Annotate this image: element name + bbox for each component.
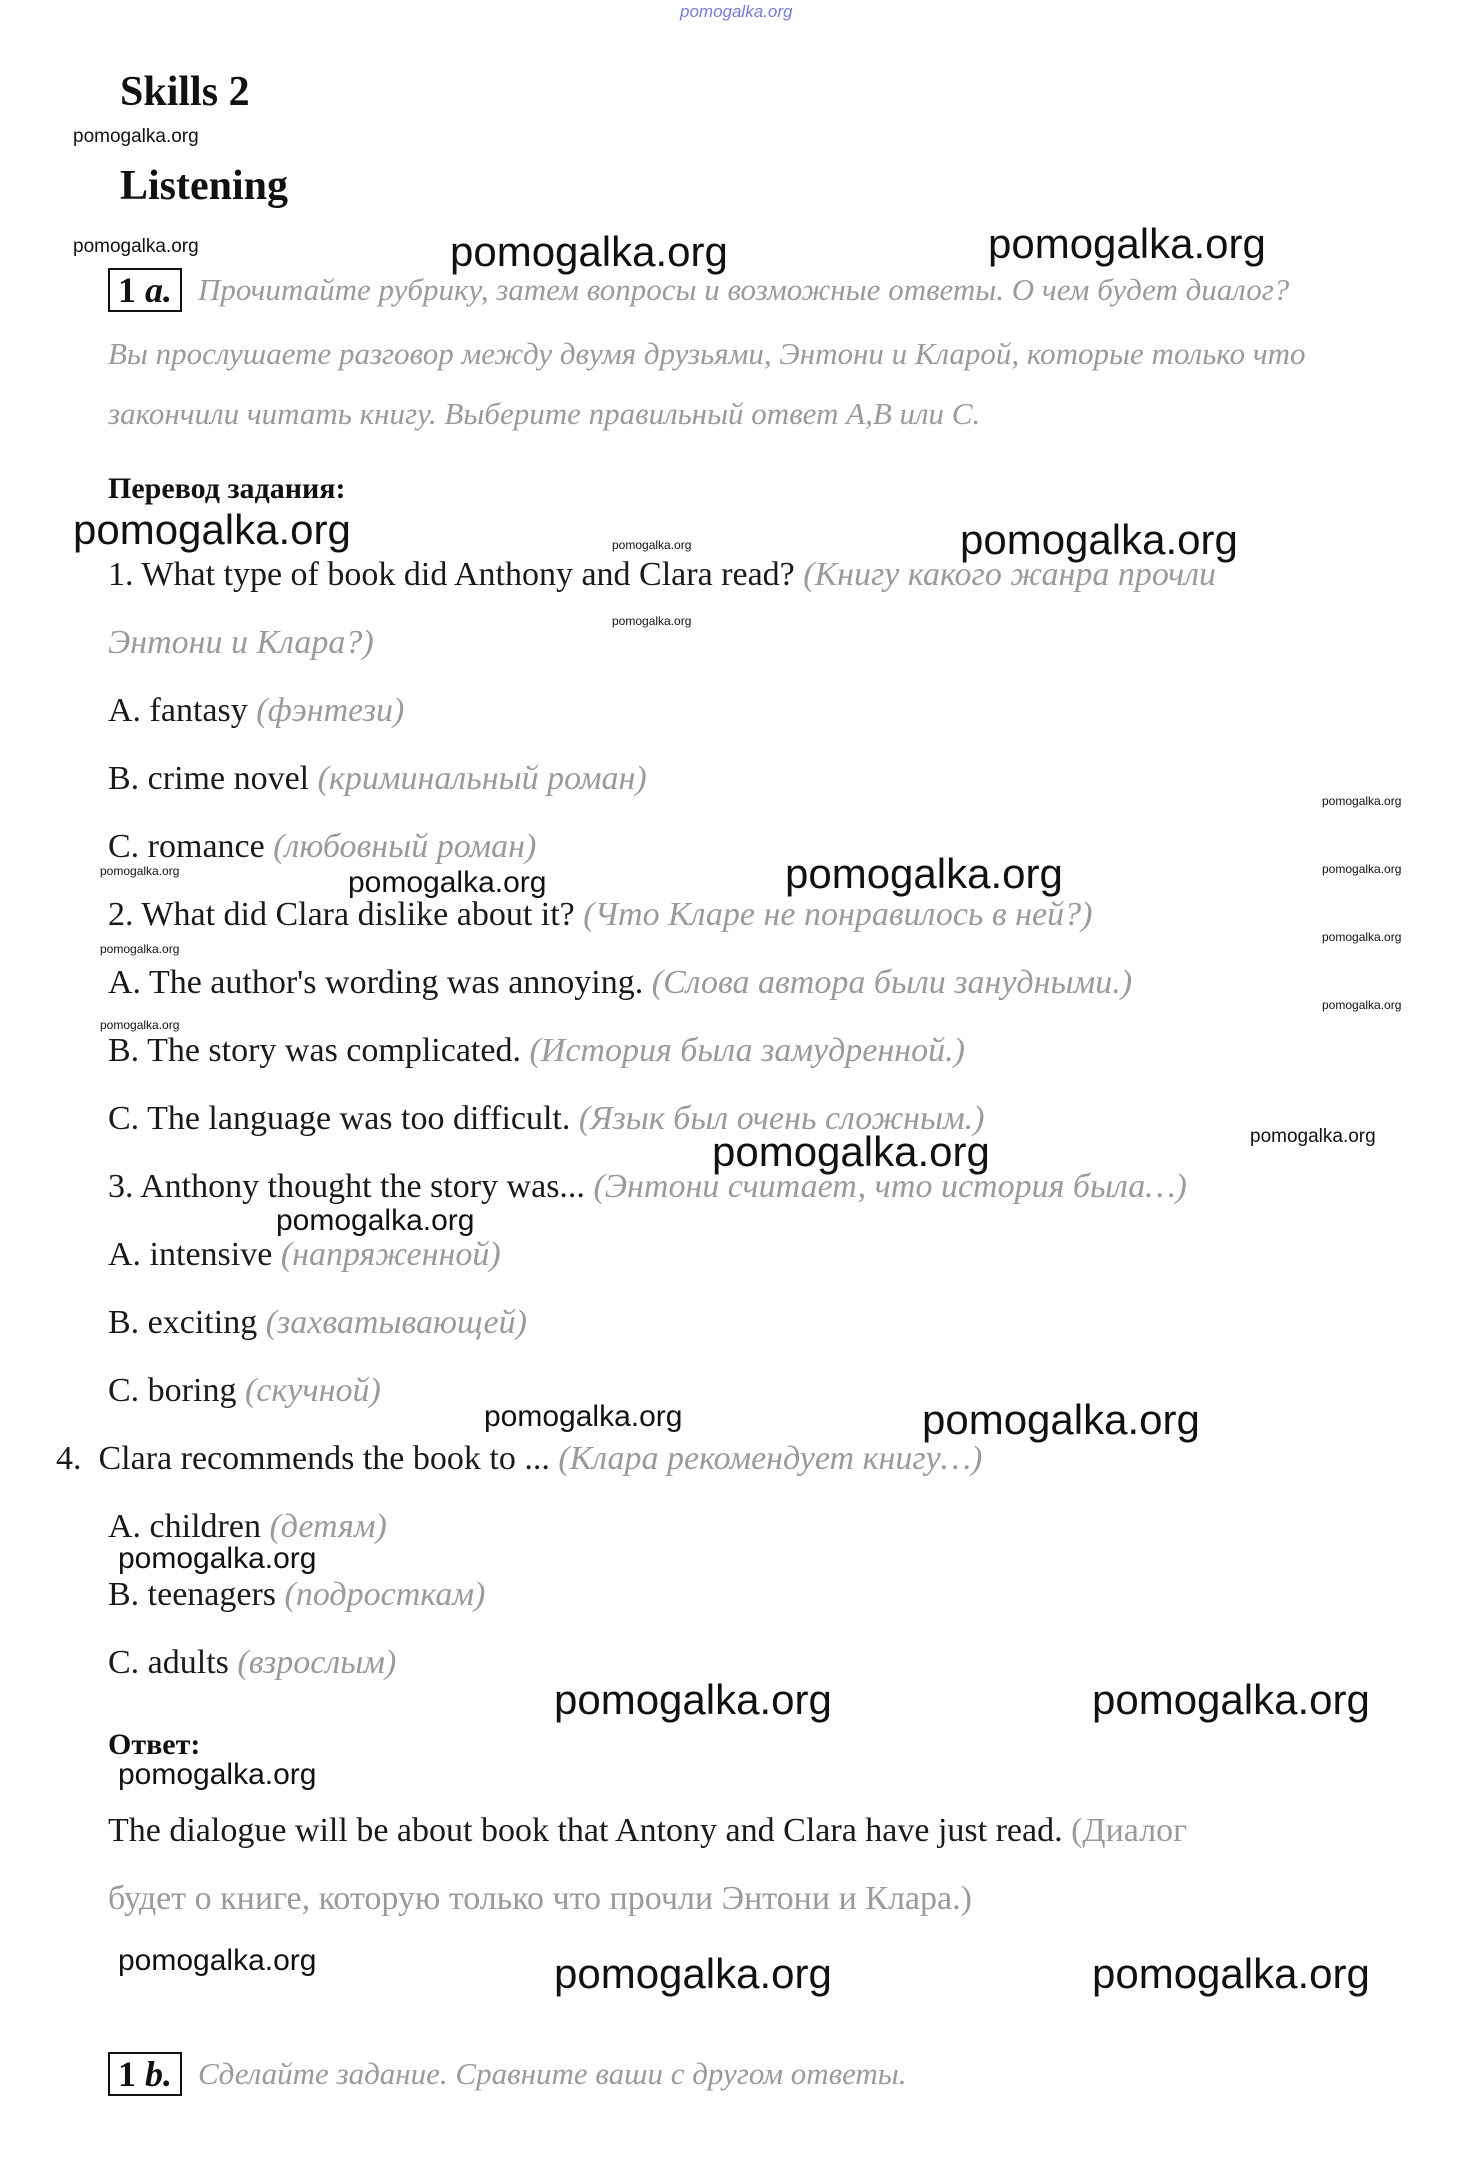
option-text: C. boring [108,1372,237,1409]
task-1b-instruction: Сделайте задание. Сравните ваши с другом ответы. [198,2056,907,2091]
watermark: pomogalka.org [785,850,1063,897]
option-translation: (История была замудренной.) [529,1032,965,1069]
answer-translation: (Диалог [1071,1812,1188,1849]
answer-line-1 [108,1812,1187,1850]
question-2-text: 2. What did Clara dislike about it? [108,896,575,933]
option-translation: (захватывающей) [265,1304,527,1341]
question-3-translation: (Энтони считает, что история была…) [593,1168,1187,1205]
watermark: pomogalka.org [348,866,547,899]
watermark: pomogalka.org [73,236,199,257]
option-text: B. The story was complicated. [108,1032,521,1069]
watermark: pomogalka.org [922,1396,1200,1443]
option-translation: (Слова автора были занудными.) [651,964,1133,1001]
watermark: pomogalka.org [712,1128,990,1175]
watermark: pomogalka.org [276,1204,475,1237]
q2-option-b [108,1032,965,1070]
question-1-text: 1. What type of book did Anthony and Clara read? [108,556,795,593]
top-watermark: pomogalka.org [680,2,793,21]
watermark: pomogalka.org [1322,930,1402,944]
option-text: C. adults [108,1644,229,1681]
question-1-translation: (Книгу какого жанра прочли [803,556,1217,593]
option-text: B. exciting [108,1304,258,1341]
watermark: pomogalka.org [960,516,1238,563]
question-3 [108,1168,1187,1206]
option-translation: (скучной) [244,1372,381,1409]
question-4-text: Clara recommends the book to ... [98,1440,550,1477]
q4-option-c [108,1644,396,1682]
watermark: pomogalka.org [118,1944,317,1977]
watermark: pomogalka.org [1250,1126,1376,1147]
option-translation: (криминальный роман) [317,760,647,797]
q1-option-a [108,692,404,730]
task-1a-instruction-2: Вы прослушаете разговор между двумя друзьями, Энтони и Кларой, которые только что [108,336,1306,371]
question-4-number: 4. [56,1440,82,1477]
option-text: C. The language was too difficult. [108,1100,571,1137]
watermark: pomogalka.org [988,220,1266,267]
option-text: B. crime novel [108,760,310,797]
watermark: pomogalka.org [73,126,199,147]
q4-option-a [108,1508,387,1546]
q3-option-b [108,1304,527,1342]
q1-option-b [108,760,647,798]
task-letter: a. [145,270,172,310]
question-4 [56,1440,982,1478]
answer-heading: Ответ: [108,1728,201,1761]
watermark: pomogalka.org [100,864,180,878]
question-2 [108,896,1092,934]
option-translation: (взрослым) [237,1644,397,1681]
question-2-translation: (Что Кларе не понравилось в ней?) [583,896,1093,933]
q4-option-b [108,1576,485,1614]
option-translation: (любовный роман) [273,828,537,865]
task-1a-label [108,268,182,312]
option-text: A. The author's wording was annoying. [108,964,644,1001]
option-translation: (фэнтези) [256,692,405,729]
watermark: pomogalka.org [1322,794,1402,808]
option-translation: (Язык был очень сложным.) [578,1100,985,1137]
page-title: Skills 2 [120,69,250,115]
task-1a-instruction-3: закончили читать книгу. Выберите правильный ответ А,В или С. [108,396,981,431]
option-text: A. fantasy [108,692,248,729]
task-number: 1 [118,2054,136,2094]
watermark: pomogalka.org [73,506,351,553]
watermark: pomogalka.org [1322,862,1402,876]
watermark: pomogalka.org [1322,998,1402,1012]
section-title: Listening [120,163,289,209]
translation-heading: Перевод задания: [108,472,346,505]
task-number: 1 [118,270,136,310]
watermark: pomogalka.org [1092,1950,1370,1997]
task-letter: b. [145,2054,172,2094]
watermark: pomogalka.org [118,1758,317,1791]
option-translation: (подросткам) [284,1576,486,1613]
watermark: pomogalka.org [450,228,728,275]
watermark: pomogalka.org [612,614,692,628]
watermark: pomogalka.org [1092,1676,1370,1723]
q1-option-c [108,828,536,866]
answer-translation-cont: будет о книге, которую только что прочли Энтони и Клара.) [108,1880,972,1917]
task-1a-instruction-1: Прочитайте рубрику, затем вопросы и возможные ответы. О чем будет диалог? [198,272,1290,307]
question-1 [108,556,1216,594]
q3-option-c [108,1372,381,1410]
watermark: pomogalka.org [484,1400,683,1433]
watermark: pomogalka.org [554,1676,832,1723]
option-translation: (детям) [269,1508,387,1545]
option-text: C. romance [108,828,265,865]
question-4-translation: (Клара рекомендует книгу…) [558,1440,983,1477]
option-text: A. intensive [108,1236,273,1273]
watermark: pomogalka.org [554,1950,832,1997]
task-1b-label [108,2052,182,2096]
option-text: B. teenagers [108,1576,277,1613]
option-translation: (напряженной) [280,1236,501,1273]
answer-text: The dialogue will be about book that Antony and Clara have just read. [108,1812,1063,1849]
watermark: pomogalka.org [118,1542,317,1575]
q3-option-a [108,1236,501,1274]
watermark: pomogalka.org [100,1018,180,1032]
question-1-translation-cont: Энтони и Клара?) [108,624,374,661]
question-3-text: 3. Anthony thought the story was... [108,1168,585,1205]
watermark: pomogalka.org [612,538,692,552]
watermark: pomogalka.org [100,942,180,956]
q2-option-a [108,964,1132,1002]
option-text: A. children [108,1508,261,1545]
